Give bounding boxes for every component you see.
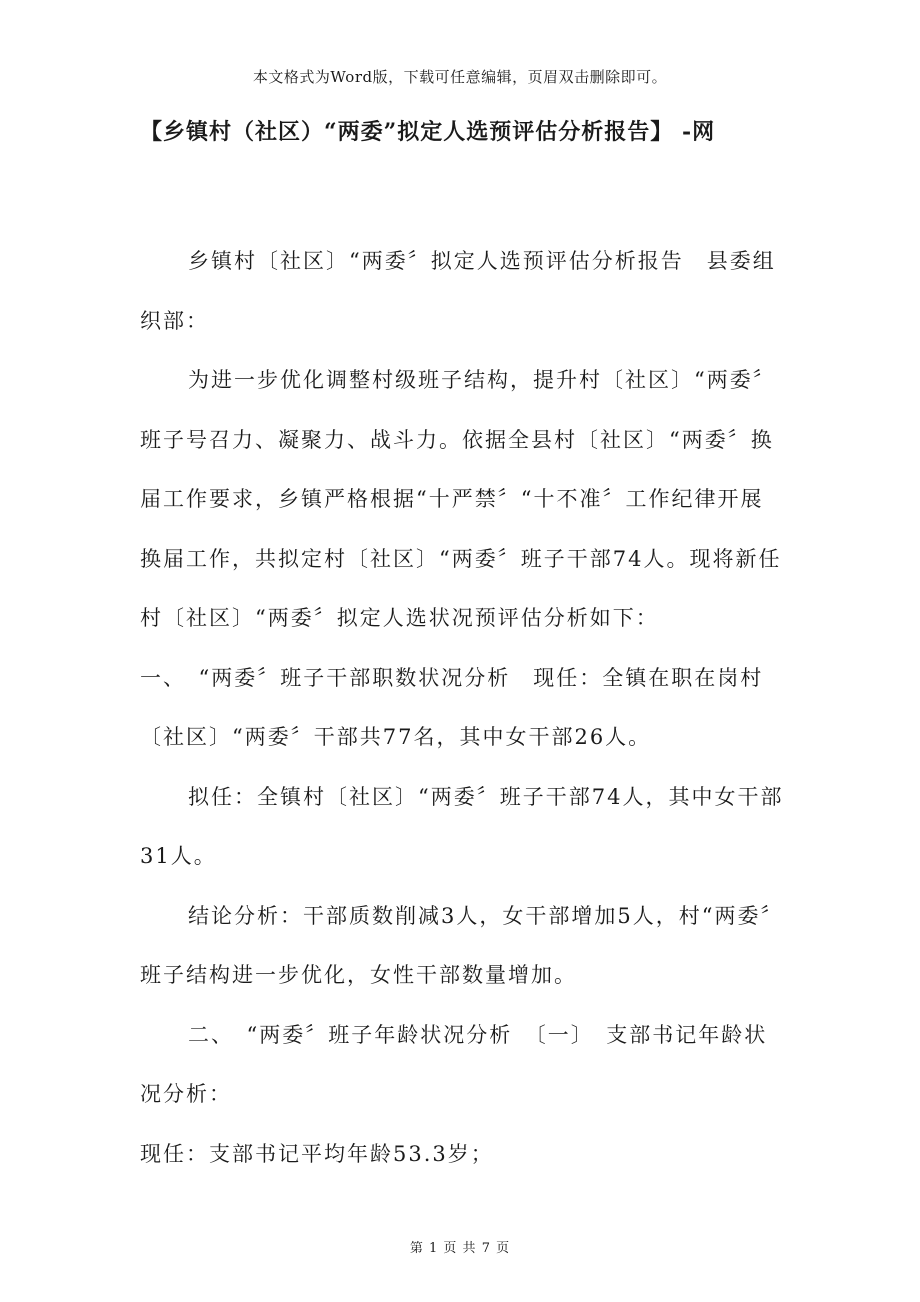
paragraph-section-one: 一、 “两委〞班子干部职数状况分析 现任：全镇在职在岗村〔社区〕“两委〞干部共77名，其中女干部26人。 (140, 665, 764, 749)
header-note: 本文格式为Word版，下载可任意编辑，页眉双击删除即可。 (252, 68, 668, 86)
document-body (140, 232, 785, 1184)
paragraph-intro: 乡镇村〔社区〕“两委〞拟定人选预评估分析报告 县委组织部： (140, 249, 776, 333)
paragraph-background: 为进一步优化调整村级班子结构，提升村〔社区〕“两委〞班子号召力、凝聚力、战斗力。依据全县村〔社区〕“两委〞换届工作要求，乡镇严格根据“十严禁〞“十不准〞工作纪律开展换届工作，共拟定村〔社区〕“两委〞班子干部74人。现将新任村〔社区〕“两委〞拟定人选状况预评估分析如下： (140, 368, 782, 630)
document-title: 【乡镇村（社区）“两委”拟定人选预评估分析报告】 -网 (140, 119, 716, 145)
page-footer: 第 1 页 共 7 页 (409, 1241, 511, 1256)
paragraph-section-two: 二、 “两委〞班子年龄状况分析 〔一〕 支部书记年龄状况分析： (140, 1022, 768, 1106)
paragraph-current-age: 现任：支部书记平均年龄53.3岁； (140, 1141, 494, 1166)
paragraph-conclusion: 结论分析：干部质数削减3人，女干部增加5人，村“两委〞班子结构进一步优化，女性干部数量增加。 (140, 903, 784, 987)
paragraph-proposed: 拟任：全镇村〔社区〕“两委〞班子干部74人，其中女干部31人。 (140, 784, 784, 868)
